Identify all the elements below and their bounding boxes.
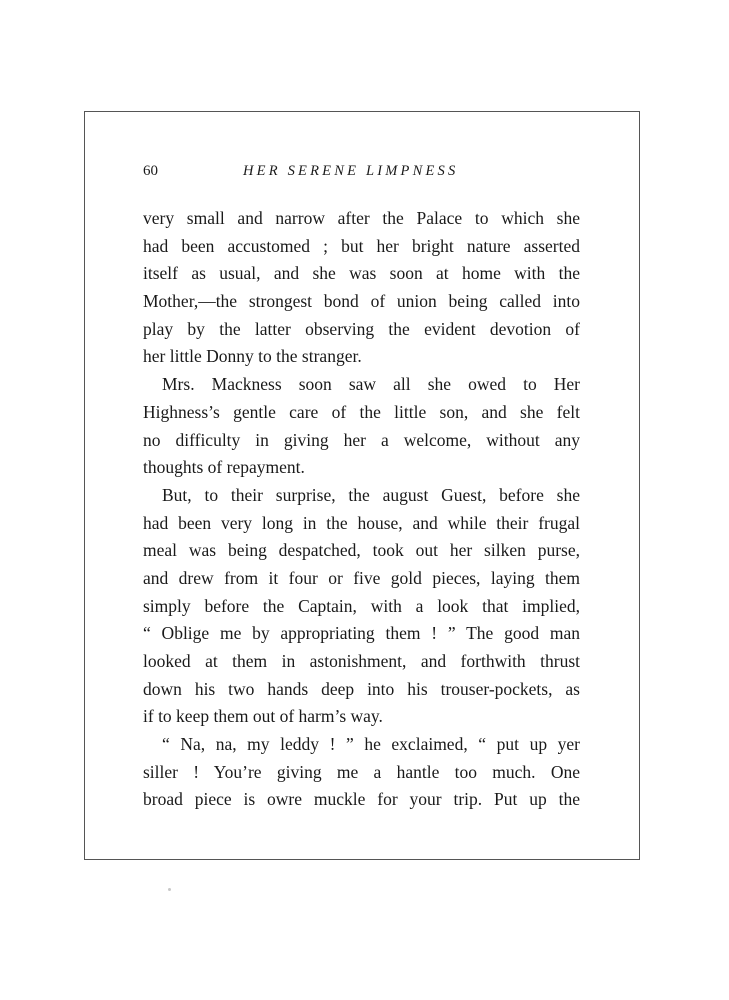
paper-speck (168, 888, 171, 891)
paragraph (143, 731, 580, 814)
text-line: broad piece is owre muckle for your trip. Put up the (143, 789, 580, 810)
text-line: play by the latter observing the evident devotion of (143, 318, 580, 339)
running-title: HER SERENE LIMPNESS (243, 163, 459, 179)
text-line: itself as usual, and she was soon at home with the (143, 263, 580, 284)
body-text (143, 205, 580, 814)
page-number: 60 (143, 163, 158, 179)
text-line: “ Oblige me by appropriating them ! ” The good man (143, 623, 580, 644)
running-head (143, 163, 579, 185)
text-line: Mrs. Mackness soon saw all she owed to Her (162, 374, 580, 395)
text-line: looked at them in astonishment, and forthwith thrust (143, 651, 580, 671)
paragraph (143, 482, 580, 731)
text-line: down his two hands deep into his trouser-pockets, as (143, 678, 580, 699)
paragraph (143, 371, 580, 482)
text-line: no difficulty in giving her a welcome, without any (143, 429, 580, 450)
text-line: thoughts of repayment. (143, 457, 305, 478)
text-line: and drew from it four or five gold pieces, laying them (143, 567, 580, 588)
text-line: But, to their surprise, the august Guest, before she (162, 484, 580, 505)
text-line: her little Donny to the stranger. (143, 346, 362, 367)
text-line: if to keep them out of harm’s way. (143, 706, 383, 727)
text-line: meal was being despatched, took out her silken purse, (143, 540, 580, 561)
text-line: had been accustomed ; but her bright nature asserted (143, 235, 580, 256)
text-line: Highness’s gentle care of the little son, and she felt (143, 401, 580, 422)
paragraph (143, 205, 580, 371)
text-line: siller ! You’re giving me a hantle too much. One (143, 761, 580, 782)
text-line: “ Na, na, my leddy ! ” he exclaimed, “ put up yer (162, 734, 580, 755)
text-line: simply before the Captain, with a look that implied, (143, 595, 580, 616)
text-line: had been very long in the house, and while their frugal (143, 512, 580, 533)
text-line: Mother,—the strongest bond of union being called into (143, 291, 580, 312)
text-line: very small and narrow after the Palace to which she (143, 208, 580, 228)
